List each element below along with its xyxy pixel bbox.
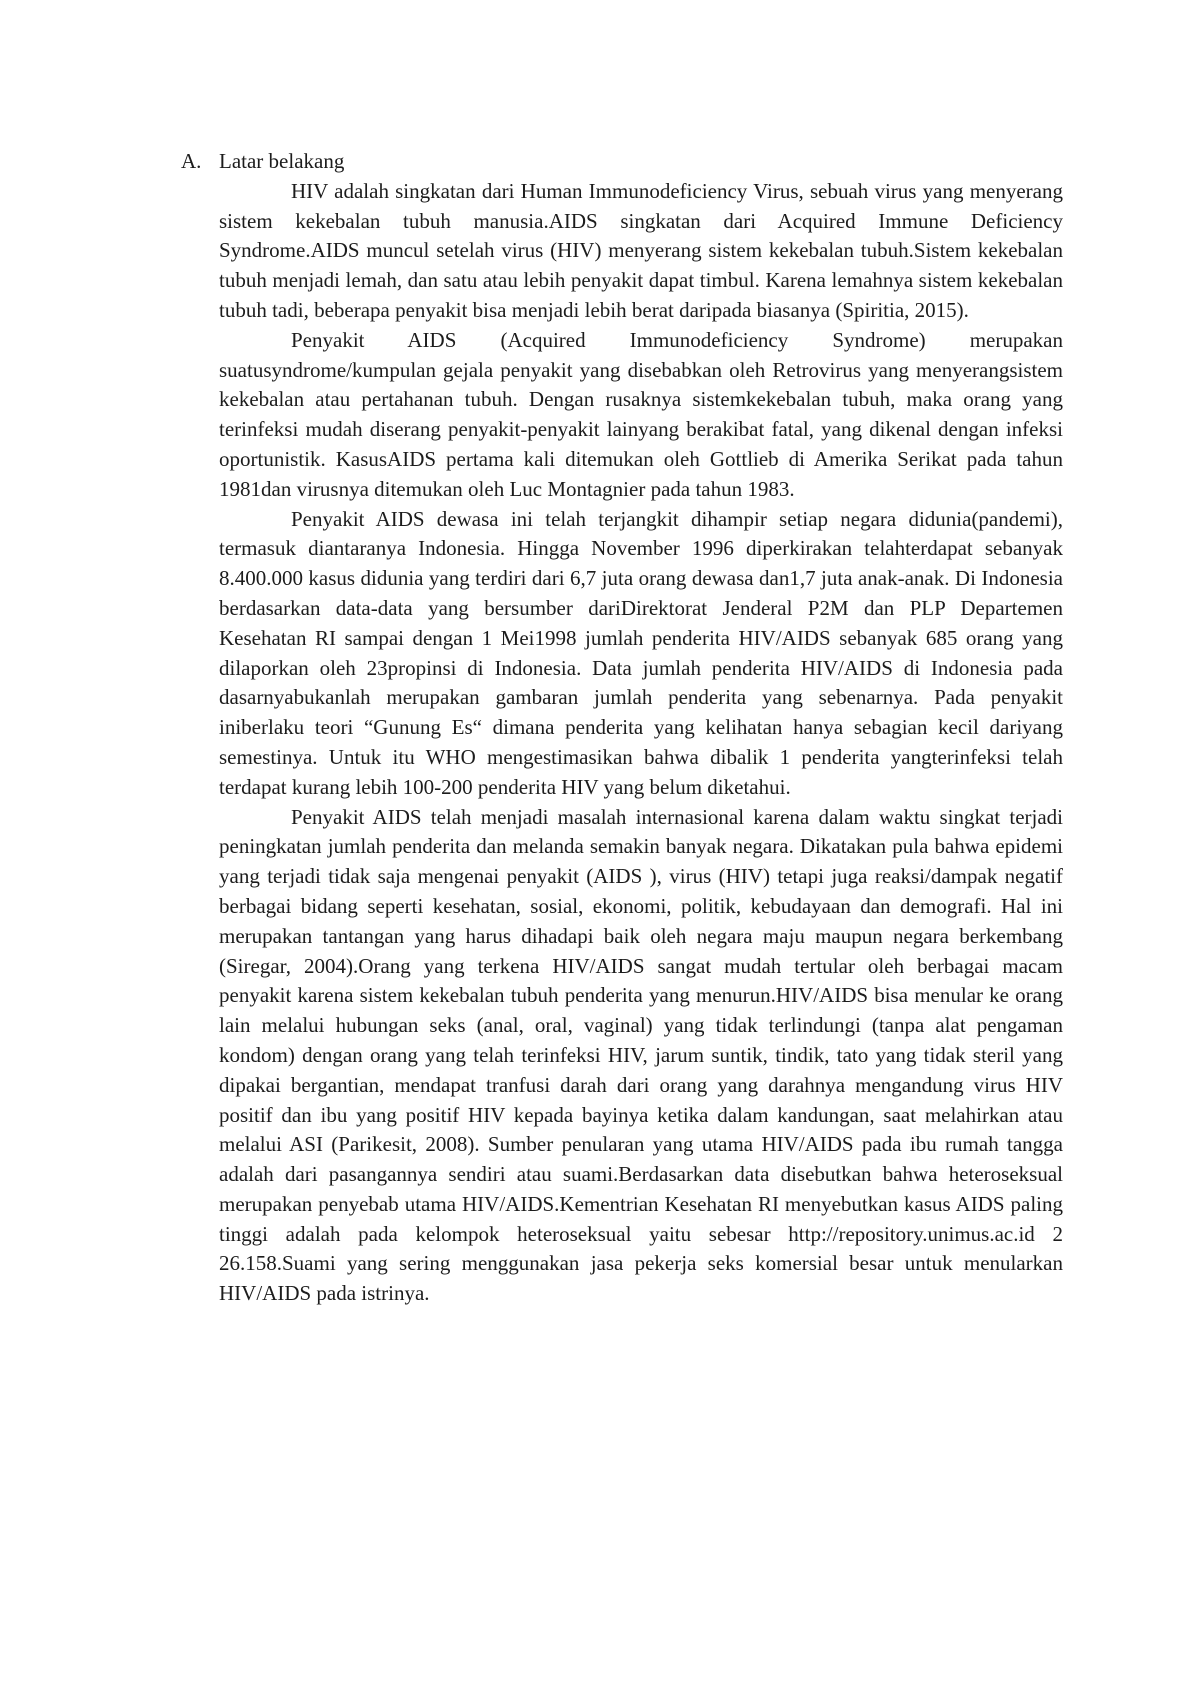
paragraph-2: Penyakit AIDS (Acquired Immunodeficiency Syndrome) merupakan suatusyndrome/kumpulan gejala penyakit yang disebabkan oleh Retrovirus yang menyerangsistem kekebalan atau pertahanan tubuh. Dengan rusaknya sistemkekebalan tubuh, maka orang yang terinfeksi mudah diserang penyakit-penyakit lainyang berakibat fatal, yang dikenal dengan infeksi oportunistik. KasusAIDS pertama kali ditemukan oleh Gottlieb di Amerika Serikat pada tahun 1981dan virusnya ditemukan oleh Luc Montagnier pada tahun 1983. xyxy=(219,327,1063,501)
paragraph-4: Penyakit AIDS telah menjadi masalah internasional karena dalam waktu singkat terjadi peningkatan jumlah penderita dan melanda semakin banyak negara. Dikatakan pula bahwa epidemi yang terjadi tidak saja mengenai penyakit (AIDS ), virus (HIV) tetapi juga reaksi/dampak negatif berbagai bidang seperti kesehatan, sosial, ekonomi, politik, kebudayaan dan demografi. Hal ini merupakan tantangan yang harus dihadapi baik oleh negara maju maupun negara berkembang (Siregar, 2004).Orang yang terkena HIV/AIDS sangat mudah tertular oleh berbagai macam penyakit karena sistem kekebalan tubuh penderita yang menurun.HIV/AIDS bisa menular ke orang lain melalui hubungan seks (anal, oral, vaginal) yang tidak terlindungi (tanpa alat pengaman kondom) dengan orang yang telah terinfeksi HIV, jarum suntik, tindik, tato yang tidak steril yang dipakai bergantian, mendapat tranfusi darah dari orang yang darahnya mengandung virus HIV positif dan ibu yang positif HIV kepada bayinya ketika dalam kandungan, saat melahirkan atau melalui ASI (Parikesit, 2008). Sumber penularan yang utama HIV/AIDS pada ibu rumah tangga adalah dari pasangannya sendiri atau suami.Berdasarkan data disebutkan bahwa heteroseksual merupakan penyebab utama HIV/AIDS.Kementrian Kesehatan RI menyebutkan kasus AIDS paling tinggi adalah pada kelompok heteroseksual yaitu sebesar http://repository.unimus.ac.id 2 26.158.Suami yang sering menggunakan jasa pekerja seks komersial besar untuk menularkan HIV/AIDS pada istrinya. xyxy=(219,804,1063,1306)
section-title: Latar belakang xyxy=(219,149,345,173)
document-body xyxy=(181,147,1063,1309)
paragraph-1: HIV adalah singkatan dari Human Immunodeficiency Virus, sebuah virus yang menyerang sistem kekebalan tubuh manusia.AIDS singkatan dari Acquired Immune Deficiency Syndrome.AIDS muncul setelah virus (HIV) menyerang sistem kekebalan tubuh.Sistem kekebalan tubuh menjadi lemah, dan satu atau lebih penyakit dapat timbul. Karena lemahnya sistem kekebalan tubuh tadi, beberapa penyakit bisa menjadi lebih berat daripada biasanya (Spiritia, 2015). xyxy=(219,178,1063,322)
paragraph-3: Penyakit AIDS dewasa ini telah terjangkit dihampir setiap negara didunia(pandemi), termasuk diantaranya Indonesia. Hingga November 1996 diperkirakan telahterdapat sebanyak 8.400.000 kasus didunia yang terdiri dari 6,7 juta orang dewasa dan1,7 juta anak-anak. Di Indonesia berdasarkan data-data yang bersumber dariDirektorat Jenderal P2M dan PLP Departemen Kesehatan RI sampai dengan 1 Mei1998 jumlah penderita HIV/AIDS sebanyak 685 orang yang dilaporkan oleh 23propinsi di Indonesia. Data jumlah penderita HIV/AIDS di Indonesia pada dasarnyabukanlah merupakan gambaran jumlah penderita yang sebenarnya. Pada penyakit iniberlaku teori “Gunung Es“ dimana penderita yang kelihatan hanya sebagian kecil dariyang semestinya. Untuk itu WHO mengestimasikan bahwa dibalik 1 penderita yangterinfeksi telah terdapat kurang lebih 100-200 penderita HIV yang belum diketahui. xyxy=(219,506,1063,799)
section-marker: A. xyxy=(181,149,202,173)
section-heading xyxy=(181,147,1063,177)
